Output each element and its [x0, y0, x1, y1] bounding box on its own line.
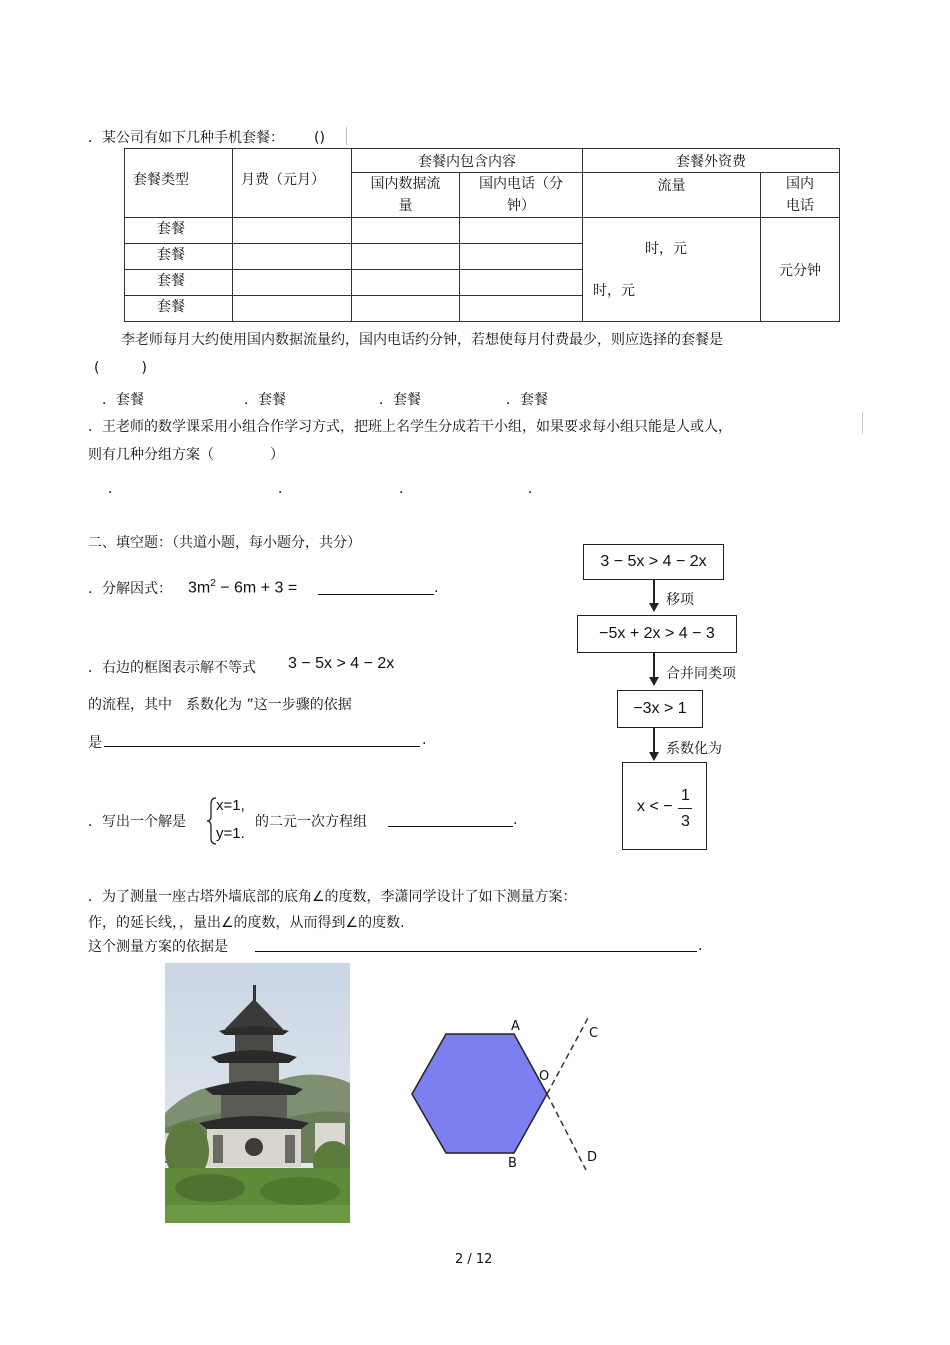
- header-flow: 流量: [583, 173, 761, 218]
- label-c: C: [589, 1026, 599, 1041]
- q2-option-a: ．: [108, 481, 122, 497]
- q6-end: .: [698, 938, 703, 954]
- q2-line1: ．王老师的数学课采用小组合作学习方式，把班上名学生分成若干小组，如果要求每小组只能是人或人，: [88, 419, 732, 435]
- q5-suffix: 的二元一次方程组: [255, 814, 367, 830]
- flow-step-3: 系数化为: [666, 741, 722, 757]
- divider: [346, 127, 347, 145]
- flow-box-1: 3 − 5x > 4 − 2x: [583, 544, 724, 580]
- flow-arrow-1: [653, 580, 655, 604]
- q6-answer-blank: [255, 951, 697, 952]
- page-number: 2 / 12: [455, 1252, 493, 1267]
- plans-table: [124, 148, 840, 322]
- q5-prefix: ．写出一个解是: [88, 814, 186, 830]
- q5-eq1: x=1,: [216, 797, 245, 814]
- q3-answer-blank: [318, 594, 434, 595]
- row-type: 套餐: [125, 218, 233, 244]
- flow-box-3: −3x > 1: [617, 690, 703, 728]
- q5-end: .: [513, 812, 518, 828]
- header-call: 国内电话（分 钟）: [460, 173, 583, 218]
- flow-step-1: 移项: [666, 592, 694, 608]
- flow-box-4: x < − 1 3: [622, 762, 707, 850]
- q6-line1: ．为了测量一座古塔外墙底部的底角∠的度数，李潇同学设计了如下测量方案：: [88, 889, 577, 905]
- q3-expression: $3m^2 - 6m + 3$ =: [188, 578, 298, 597]
- q1-intro: ．某公司有如下几种手机套餐： (): [88, 130, 325, 146]
- label-b: B: [508, 1156, 517, 1171]
- q2-option-d: ．: [528, 481, 542, 497]
- q4-prefix: ．右边的框图表示解不等式: [88, 660, 256, 676]
- hexagon-shape: [412, 1034, 550, 1153]
- header-fee: 月费（元月）: [233, 149, 352, 218]
- flow-arrow-3: [653, 728, 655, 752]
- q2-option-c: ．: [399, 481, 413, 497]
- header-call2: 国内 电话: [761, 173, 840, 218]
- q6-line2: 作，的延长线，，量出∠的度数，从而得到∠的度数.: [88, 915, 405, 931]
- q4-answer-blank: [104, 746, 420, 747]
- row-type: 套餐: [125, 270, 233, 296]
- flow-box-2: −5x + 2x > 4 − 3: [577, 615, 737, 653]
- margin-mark: [862, 412, 863, 434]
- q1-option-a: ．套餐: [102, 392, 144, 408]
- q5-eq2: y=1.: [216, 825, 245, 842]
- q4-line3: 是: [88, 735, 102, 751]
- q4-inequality: 3 − 5x > 4 − 2x: [288, 655, 395, 672]
- row-type: 套餐: [125, 296, 233, 322]
- q1-option-b: ．套餐: [244, 392, 286, 408]
- q4-line2: 的流程，其中 系数化为 ”这一步骤的依据: [88, 697, 352, 713]
- q1-option-d: ．套餐: [506, 392, 548, 408]
- arrow-down-icon: [649, 603, 659, 612]
- call-rate: 元分钟: [761, 218, 840, 322]
- label-a: A: [511, 1019, 520, 1034]
- header-type: 套餐类型: [125, 149, 233, 218]
- flow-rates: 时，元 时，元: [583, 218, 761, 322]
- header-included: 套餐内包含内容: [352, 149, 583, 173]
- flow-arrow-2: [653, 653, 655, 677]
- fraction-bar: [678, 808, 692, 809]
- header-extra: 套餐外资费: [583, 149, 840, 173]
- header-data: 国内数据流 量: [352, 173, 460, 218]
- flow-step-2: 合并同类项: [666, 666, 736, 682]
- label-o: O: [539, 1069, 550, 1084]
- q1-answer-paren: ( ): [94, 360, 147, 376]
- q4-end: .: [422, 732, 427, 748]
- pagoda-photo: [165, 963, 350, 1223]
- arrow-down-icon: [649, 752, 659, 761]
- q3-prefix: ．分解因式：: [88, 581, 172, 597]
- extension-line-od: [547, 1094, 586, 1170]
- q3-end: .: [434, 580, 439, 596]
- q6-line3: 这个测量方案的依据是: [88, 939, 228, 955]
- arrow-down-icon: [649, 677, 659, 686]
- q1-option-c: ．套餐: [379, 392, 421, 408]
- row-type: 套餐: [125, 244, 233, 270]
- q5-answer-blank: [388, 826, 513, 827]
- q2-line2: 则有几种分组方案（ ）: [88, 447, 284, 463]
- section-title: 二、填空题：（共道小题，每小题分，共分）: [88, 535, 361, 551]
- q2-option-b: ．: [278, 481, 292, 497]
- label-d: D: [587, 1150, 598, 1165]
- extension-line-oc: [547, 1018, 588, 1094]
- q1-question: 李老师每月大约使用国内数据流量约，国内电话约分钟，若想使每月付费最少，则应选择的套餐是: [121, 332, 723, 348]
